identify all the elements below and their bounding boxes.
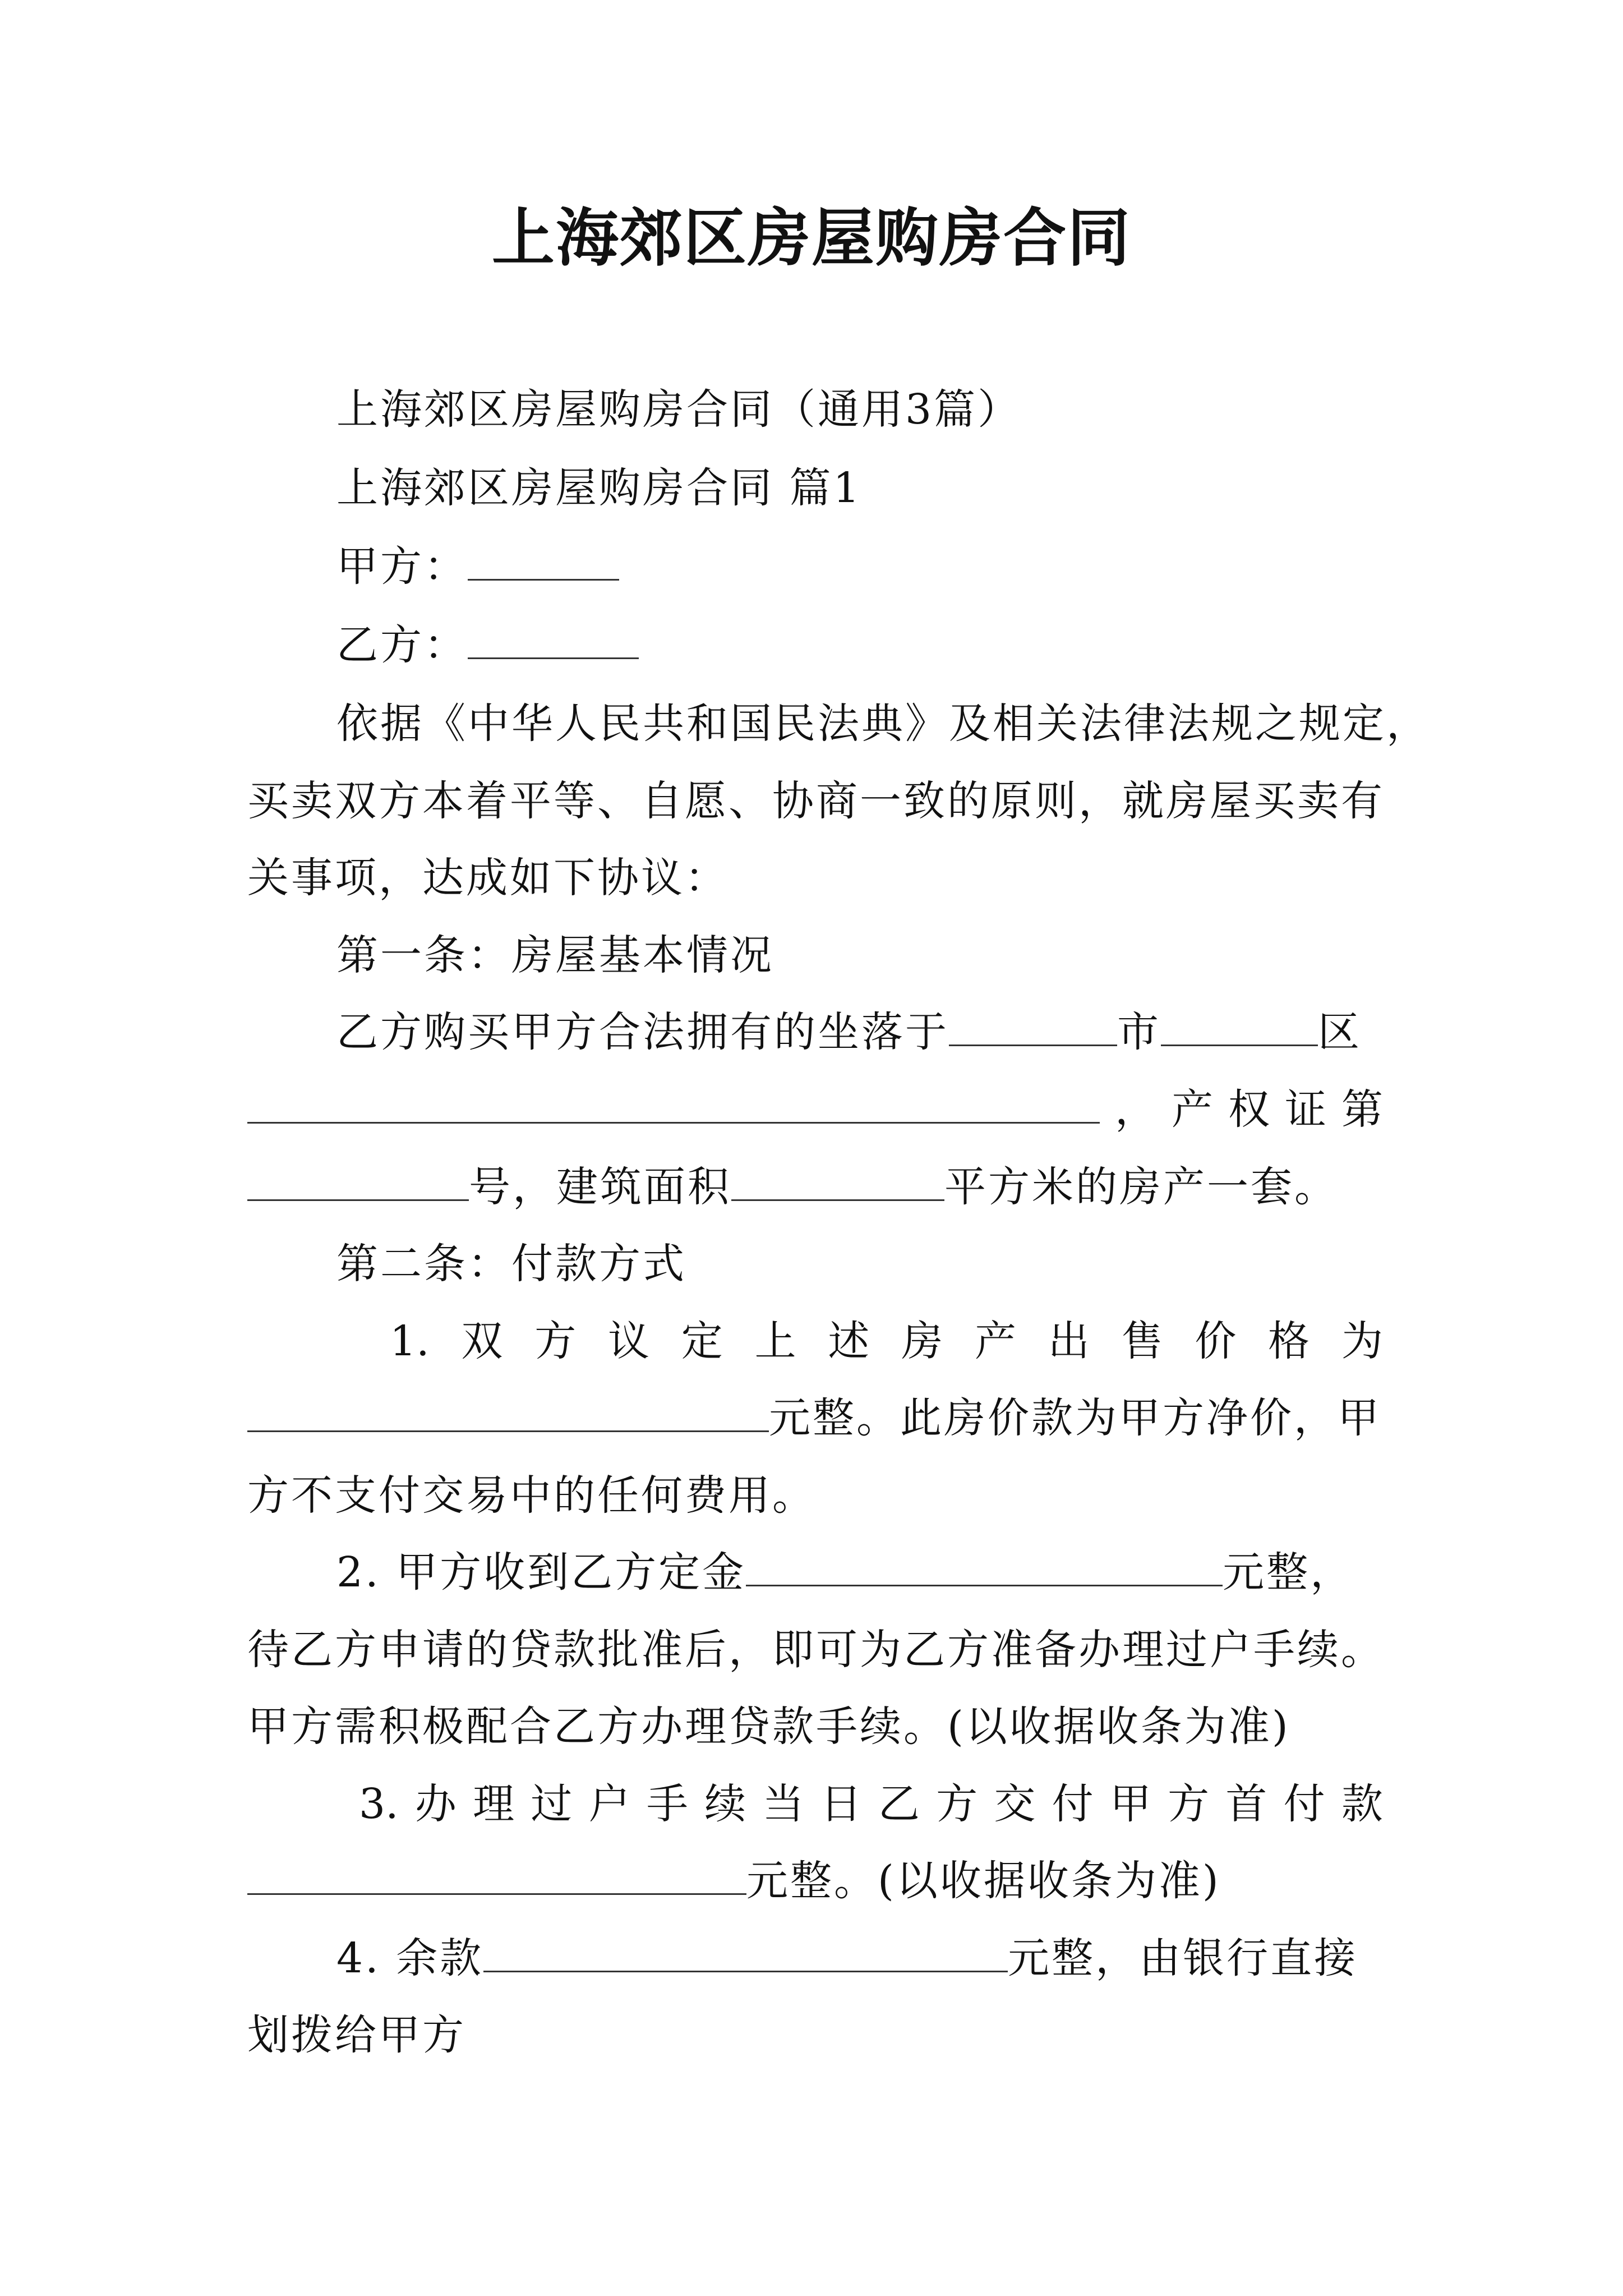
article-2-heading: 第二条：付款方式	[336, 1240, 686, 1288]
subtitle-part1: 上海郊区房屋购房合同 篇1	[336, 464, 862, 512]
p3-c6: 续	[704, 1780, 746, 1828]
a1-city: 市	[1117, 1008, 1161, 1056]
p1-tail: 元整。此房价款为甲方净价，甲	[769, 1394, 1381, 1442]
intro-line-3: 关事项，达成如下协议：	[247, 854, 728, 902]
intro-line-1: 依据《中华人民共和国民法典》及相关法律法规之规定，	[336, 700, 1430, 748]
p1-c4: 定	[681, 1317, 723, 1365]
down-payment-blank	[247, 1853, 746, 1895]
p3-c0: 3.	[359, 1780, 399, 1828]
balance-blank	[483, 1930, 1008, 1972]
party-a-blank	[468, 539, 619, 581]
p1-c8: 产	[974, 1317, 1016, 1365]
article-1-heading: 第一条：房屋基本情况	[336, 931, 774, 979]
payment-1-line-2	[247, 1390, 1381, 1446]
a1-tail: 平方米的房产一套。	[944, 1163, 1338, 1211]
p3-c3: 过	[531, 1780, 573, 1828]
city-blank	[949, 1004, 1117, 1046]
a1-district: 区	[1318, 1008, 1362, 1056]
deposit-blank	[746, 1544, 1223, 1586]
p2-tail: 元整，	[1223, 1548, 1354, 1596]
a1-text-pre: 乙方购买甲方合法拥有的坐落于	[336, 1008, 949, 1056]
p1-c5: 上	[754, 1317, 796, 1365]
a1-di: 第	[1341, 1085, 1383, 1134]
a1-chan: 产	[1172, 1085, 1213, 1134]
payment-4-line-1	[336, 1930, 1358, 1986]
payment-3-line-1	[359, 1776, 1383, 1832]
payment-1-line-3: 方不支付交易中的任何费用。	[247, 1471, 816, 1520]
payment-2-line-3: 甲方需积极配合乙方办理贷款手续。(以收据收条为准)	[247, 1703, 1290, 1751]
p3-c10: 方	[936, 1780, 978, 1828]
p3-c5: 手	[646, 1780, 688, 1828]
p4-tail: 元整，由银行直接	[1008, 1934, 1358, 1982]
p3-c16: 付	[1283, 1780, 1325, 1828]
p2-pre: 2. 甲方收到乙方定金	[336, 1548, 746, 1596]
party-b-line	[336, 617, 639, 673]
document-title: 上海郊区房屋购房合同	[492, 201, 1131, 275]
subtitle-general: 上海郊区房屋购房合同（通用3篇）	[336, 385, 1022, 434]
p3-c1: 办	[414, 1780, 457, 1828]
p1-c7: 房	[901, 1317, 943, 1365]
p3-c2: 理	[473, 1780, 515, 1828]
district-blank	[1161, 1004, 1318, 1046]
p3-c12: 付	[1052, 1780, 1094, 1828]
p1-c3: 议	[608, 1317, 649, 1365]
p4-pre: 4. 余款	[336, 1934, 484, 1982]
a1-quan: 权	[1228, 1085, 1270, 1134]
p3-c17: 款	[1341, 1780, 1383, 1828]
area-blank	[731, 1159, 944, 1201]
party-b-label: 乙方：	[336, 621, 468, 669]
p3-tail: 元整。(以收据收条为准)	[746, 1857, 1221, 1905]
payment-2-line-1	[336, 1544, 1354, 1600]
p3-c14: 方	[1168, 1780, 1210, 1828]
p3-c9: 乙	[878, 1780, 920, 1828]
article-1-line-3	[247, 1159, 1338, 1215]
p3-c7: 当	[762, 1780, 804, 1828]
p3-c13: 甲	[1109, 1780, 1151, 1828]
price-blank	[247, 1390, 769, 1432]
party-b-blank	[468, 617, 639, 659]
p1-c13: 为	[1341, 1317, 1383, 1365]
p3-c8: 日	[820, 1780, 862, 1828]
payment-1-line-1	[390, 1313, 1383, 1369]
address-blank	[247, 1082, 1100, 1124]
p1-c0: 1.	[390, 1317, 430, 1365]
party-a-line	[336, 539, 619, 595]
a1-hao: 号，建筑面积	[469, 1163, 731, 1211]
a1-zheng: 证	[1285, 1085, 1326, 1134]
p1-c2: 方	[534, 1317, 577, 1365]
certificate-number-blank	[247, 1159, 469, 1201]
p1-c6: 述	[828, 1317, 870, 1365]
p3-c4: 户	[588, 1780, 630, 1828]
p3-c15: 首	[1225, 1780, 1267, 1828]
p1-c10: 售	[1121, 1317, 1163, 1365]
p1-c11: 价	[1195, 1317, 1237, 1365]
p1-c1: 双	[461, 1317, 503, 1365]
payment-2-line-2: 待乙方申请的贷款批准后，即可为乙方准备办理过户手续。	[247, 1626, 1385, 1674]
p3-c11: 交	[994, 1780, 1036, 1828]
article-1-line-2	[247, 1082, 1383, 1138]
payment-4-line-2: 划拨给甲方	[247, 2011, 466, 2059]
intro-line-2: 买卖双方本着平等、自愿、协商一致的原则，就房屋买卖有	[247, 777, 1385, 825]
a1-comma: ，	[1115, 1085, 1156, 1134]
party-a-label: 甲方：	[336, 542, 468, 591]
payment-3-line-2	[247, 1853, 1221, 1909]
p1-c12: 格	[1268, 1317, 1310, 1365]
p1-c9: 出	[1048, 1317, 1090, 1365]
article-1-line-1	[336, 1004, 1362, 1060]
